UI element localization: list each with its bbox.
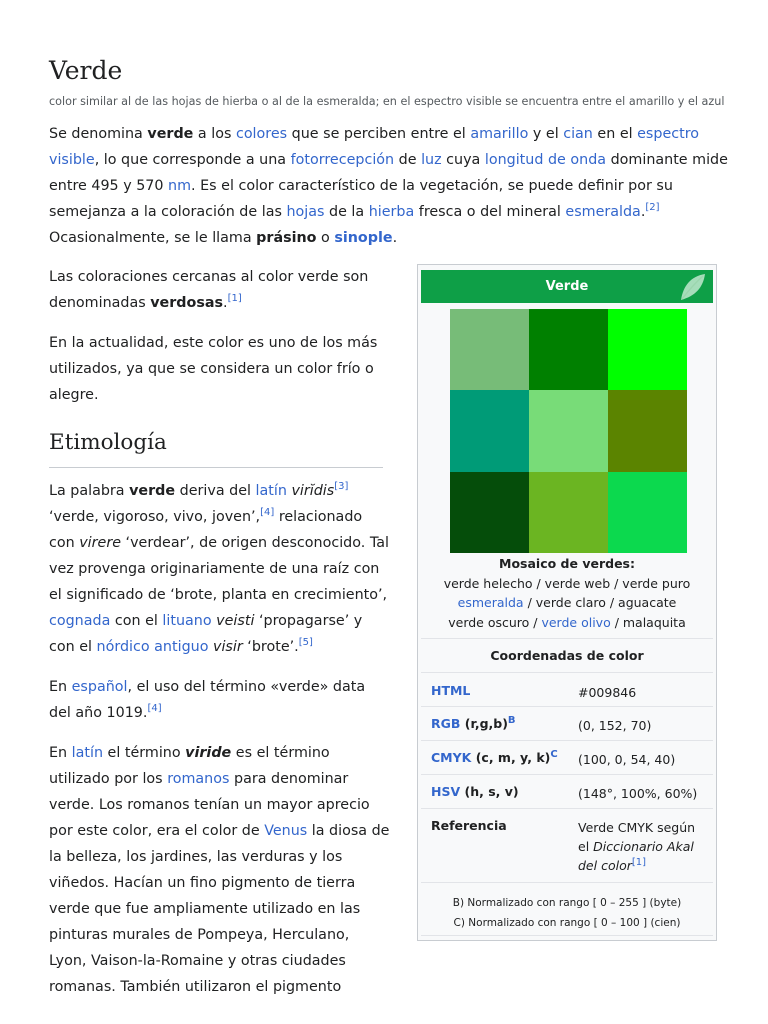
reference-link[interactable]: [2] xyxy=(645,202,660,214)
reference-link[interactable]: C xyxy=(550,748,558,760)
infobox-footnotes xyxy=(418,893,716,933)
text-run: Diccionario Akal del color xyxy=(578,839,694,873)
text-run: de xyxy=(394,152,422,168)
paragraph-latin xyxy=(49,740,391,1000)
text-run: / malaquita xyxy=(610,614,686,630)
coord-key[interactable] xyxy=(431,784,519,799)
mosaic-caption xyxy=(418,554,716,632)
mosaic-swatch xyxy=(529,472,608,553)
wiki-link[interactable]: fotorrecepción xyxy=(290,152,395,168)
divider xyxy=(421,935,713,936)
text-run: / verde claro / aguacate xyxy=(523,595,677,610)
text-run: Referencia xyxy=(431,818,507,833)
color-mosaic xyxy=(450,309,687,553)
text-run: dominante mide entre 495 y 570 xyxy=(49,152,728,194)
text-run: Verde CMYK según el xyxy=(578,820,696,854)
divider xyxy=(421,740,713,741)
reference-link[interactable]: [3] xyxy=(334,481,349,493)
text-run: a los xyxy=(193,126,236,142)
coord-key[interactable] xyxy=(431,750,558,765)
text-run: virere xyxy=(79,535,121,551)
text-run: En xyxy=(49,679,72,695)
mosaic-caption-line xyxy=(418,593,716,613)
page-subtitle: color similar al de las hojas de hierba o al de la esmeralda; en el espectro visible se encuentra entre el amarillo y el azul xyxy=(49,95,725,108)
text-run: de la xyxy=(324,204,369,220)
text-run: verde oscuro / xyxy=(448,614,542,630)
text-run: (h, s, v) xyxy=(460,784,519,799)
mosaic-caption-title: Mosaico de verdes: xyxy=(499,556,635,571)
wiki-link[interactable]: lituano xyxy=(162,613,212,629)
text-run: La palabra xyxy=(49,483,130,499)
text-run: es el término utilizado por los xyxy=(49,745,330,787)
wiki-link[interactable]: RGB xyxy=(431,716,461,731)
wiki-link[interactable]: Venus xyxy=(264,823,308,839)
divider xyxy=(421,672,713,673)
coord-value xyxy=(578,683,708,702)
text-run: (100, 0, 54, 40) xyxy=(578,752,676,767)
wiki-link[interactable]: romanos xyxy=(167,771,230,787)
mosaic-caption-line xyxy=(418,613,716,633)
main-column xyxy=(49,264,391,1014)
wiki-link[interactable]: latín xyxy=(71,745,104,761)
text-run: ‘verde, vigoroso, vivo, joven’, xyxy=(49,509,261,525)
wiki-link[interactable]: esmeralda xyxy=(565,204,641,220)
mosaic-swatch xyxy=(529,309,608,390)
text-run: virĭdis xyxy=(291,483,335,499)
mosaic-swatch xyxy=(608,390,687,471)
intro-paragraph xyxy=(49,121,729,251)
reference-link[interactable]: [4] xyxy=(147,703,162,715)
paragraph-espanol xyxy=(49,674,391,726)
paragraph-verdosas xyxy=(49,264,391,316)
reference-link[interactable]: [4] xyxy=(260,507,275,519)
coord-key[interactable] xyxy=(431,716,516,731)
reference-link[interactable]: B xyxy=(507,714,516,726)
text-run: deriva del xyxy=(175,483,256,499)
reference-link[interactable]: [1] xyxy=(631,856,647,868)
coord-value xyxy=(578,716,708,735)
text-run: , el uso del término «verde» data del año 1019. xyxy=(49,679,366,721)
wiki-link[interactable]: luz xyxy=(421,152,442,168)
text-run: Se denomina xyxy=(49,126,148,142)
text-run: el término xyxy=(103,745,186,761)
infobox-title: Verde xyxy=(545,279,589,294)
wiki-link[interactable]: HSV xyxy=(431,784,461,799)
text-run: verdosas xyxy=(150,295,224,311)
mosaic-swatch xyxy=(450,309,529,390)
text-run: cuya xyxy=(441,152,485,168)
wiki-link[interactable]: amarillo xyxy=(470,126,529,142)
wiki-link[interactable]: español xyxy=(71,679,128,695)
section-heading-etimologia: Etimología xyxy=(49,430,383,468)
color-coordinates-title: Coordenadas de color xyxy=(490,648,644,663)
coord-key xyxy=(431,818,507,833)
reference-link[interactable]: [5] xyxy=(298,637,313,649)
text-run: la diosa de la belleza, los jardines, las verduras y los viñedos. Hacían un fino pigmento de tierra verde que fue ampliamente utilizado en las pinturas murales de Pompeya, Herculano, Lyon, Vaison-la-Romaine y otras ciudades romanas. También utilizaron el pigmento xyxy=(49,823,390,995)
mosaic-caption-line xyxy=(418,574,716,594)
text-run: , lo que corresponde a una xyxy=(94,152,291,168)
mosaic-swatch xyxy=(450,472,529,553)
wiki-link[interactable]: esmeralda xyxy=(457,595,524,610)
wiki-link[interactable]: cian xyxy=(563,126,593,142)
wiki-link[interactable]: cognada xyxy=(49,613,111,629)
text-run: . xyxy=(392,230,398,246)
wiki-link[interactable]: longitud de onda xyxy=(484,152,607,168)
coord-value xyxy=(578,784,708,803)
reference-link[interactable]: [1] xyxy=(227,293,242,305)
text-run: verde xyxy=(147,126,194,142)
divider xyxy=(421,706,713,707)
text-run: en el xyxy=(592,126,638,142)
text-run: (c, m, y, k) xyxy=(471,750,551,765)
footnote: B) Normalizado con rango [ 0 – 255 ] (byte) xyxy=(452,897,682,909)
mosaic-swatch xyxy=(450,390,529,471)
paragraph-etimologia xyxy=(49,478,391,660)
mosaic-swatch xyxy=(608,309,687,390)
divider xyxy=(421,808,713,809)
text-run: Ocasionalmente, se le llama xyxy=(49,230,257,246)
text-run: viride xyxy=(185,745,232,761)
text-run: para denominar verde. Los romanos tenían un mayor aprecio por este color, era el color de xyxy=(49,771,370,839)
divider xyxy=(421,638,713,639)
mosaic-swatch xyxy=(608,472,687,553)
text-run: . Es el color característico de la vegetación, se puede definir por su semejanza a la coloración de las xyxy=(49,178,673,220)
text-run: ‘brote’. xyxy=(242,639,299,655)
wiki-link[interactable]: HTML xyxy=(431,683,471,698)
infobox-header xyxy=(421,270,713,303)
divider xyxy=(421,774,713,775)
text-run: (148°, 100%, 60%) xyxy=(578,786,698,801)
wiki-link[interactable]: verde olivo xyxy=(541,614,611,630)
text-run: visir xyxy=(213,639,243,655)
text-run: #009846 xyxy=(578,685,637,700)
text-run: y el xyxy=(528,126,564,142)
wiki-link[interactable]: nm xyxy=(168,178,192,194)
text-run: (r,g,b) xyxy=(460,716,508,731)
text-run: (0, 152, 70) xyxy=(578,718,652,733)
text-run: En la actualidad, este color es uno de los más utilizados, ya que se considera un color frío o alegre. xyxy=(49,335,378,403)
infobox xyxy=(417,264,717,941)
text-run: . xyxy=(640,204,646,220)
text-run: ‘verdear’, de origen desconocido. Tal vez provenga originariamente de una raíz con el significado de ‘brote, planta en crecimiento’, xyxy=(49,535,389,603)
page-title: Verde xyxy=(49,56,123,85)
wiki-link[interactable]: hierba xyxy=(368,204,415,220)
text-run: prásino xyxy=(256,230,317,246)
text-run: relacionado con xyxy=(49,509,363,551)
text-run: fresca o del mineral xyxy=(414,204,566,220)
coord-value xyxy=(578,750,708,769)
divider xyxy=(421,882,713,883)
wiki-link[interactable]: latín xyxy=(255,483,287,499)
text-run: o xyxy=(316,230,335,246)
coord-value xyxy=(578,818,708,875)
wiki-link[interactable]: espectro visible xyxy=(49,126,700,168)
footnote: C) Normalizado con rango [ 0 – 100 ] (cien) xyxy=(453,917,681,929)
paragraph-actualidad xyxy=(49,330,391,408)
text-run: . xyxy=(223,295,228,311)
wiki-link[interactable]: sinople xyxy=(334,230,393,246)
text-run: Las coloraciones cercanas al color verde son denominadas xyxy=(49,269,369,311)
wiki-link[interactable]: colores xyxy=(235,126,288,142)
wiki-link[interactable]: nórdico antiguo xyxy=(96,639,209,655)
text-run: verde xyxy=(129,483,176,499)
mosaic-swatch xyxy=(529,390,608,471)
text-run: con el xyxy=(110,613,163,629)
text-run: que se perciben entre el xyxy=(287,126,471,142)
text-run: En xyxy=(49,745,72,761)
wiki-link[interactable]: CMYK xyxy=(431,750,472,765)
text-run: ‘propagarse’ y con el xyxy=(49,613,363,655)
text-run: veisti xyxy=(216,613,255,629)
coord-key[interactable] xyxy=(431,683,470,698)
wiki-link[interactable]: hojas xyxy=(286,204,325,220)
text-run: verde helecho / verde web / verde puro xyxy=(443,575,691,591)
